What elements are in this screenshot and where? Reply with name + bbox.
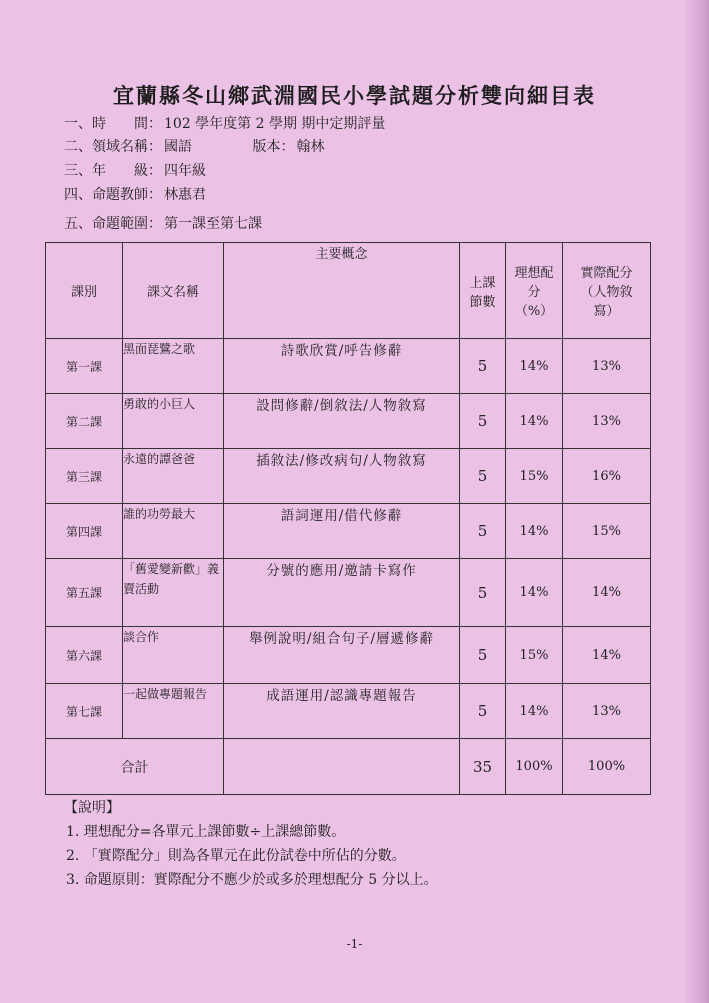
info-label: 一、時 間：: [64, 116, 162, 132]
table-row: [46, 627, 651, 684]
hours-cell: 5: [460, 394, 506, 449]
ideal-cell: 15%: [506, 627, 563, 684]
header-hours: 上課節數: [460, 243, 506, 339]
course-cell: 第四課: [46, 504, 123, 559]
info-value: 林惠君: [164, 187, 206, 203]
info-time: [64, 113, 385, 133]
page-number: -1-: [346, 937, 363, 951]
lesson-name-cell: 談合作: [123, 627, 224, 684]
info-teacher: [64, 184, 206, 204]
actual-cell: 14%: [563, 559, 651, 627]
page-edge: [685, 0, 709, 1003]
note-item: 1. 理想配分=各單元上課節數÷上課總節數。: [66, 824, 346, 840]
lesson-name-cell: 勇敢的小巨人: [123, 394, 224, 449]
lesson-name-cell: 「舊愛變新歡」義賣活動: [123, 559, 224, 627]
table-row: [46, 559, 651, 627]
concept-cell: 設問修辭/倒敘法/人物敘寫: [224, 394, 460, 449]
concept-cell: 語詞運用/借代修辭: [224, 504, 460, 559]
total-concept-empty: [224, 739, 460, 795]
note-item: 3. 命題原則：實際配分不應少於或多於理想配分 5 分以上。: [66, 872, 438, 888]
info-label: 版本：: [252, 139, 295, 155]
actual-cell: 15%: [563, 504, 651, 559]
info-label: 二、領域名稱：: [64, 139, 162, 155]
info-value: 102 學年度第 2 學期 期中定期評量: [164, 116, 386, 132]
hours-cell: 5: [460, 339, 506, 394]
hours-cell: 5: [460, 504, 506, 559]
course-cell: 第六課: [46, 627, 123, 684]
header-name: 課文名稱: [123, 243, 224, 339]
info-value: 翰林: [296, 139, 325, 155]
concept-cell: 詩歌欣賞/呼告修辭: [224, 339, 460, 394]
course-cell: 第二課: [46, 394, 123, 449]
notes-heading: 【說明】: [64, 800, 120, 816]
info-grade: [64, 160, 206, 180]
analysis-table: [45, 242, 651, 795]
actual-cell: 13%: [563, 339, 651, 394]
lesson-name-cell: 一起做專題報告: [123, 684, 224, 739]
ideal-cell: 14%: [506, 559, 563, 627]
course-cell: 第一課: [46, 339, 123, 394]
concept-cell: 成語運用/認識專題報告: [224, 684, 460, 739]
total-row: [46, 739, 651, 795]
total-hours: 35: [460, 739, 506, 795]
hours-cell: 5: [460, 559, 506, 627]
info-value: 第一課至第七課: [164, 216, 262, 232]
ideal-cell: 14%: [506, 684, 563, 739]
concept-cell: 舉例說明/組合句子/層遞修辭: [224, 627, 460, 684]
concept-cell: 分號的應用/邀請卡寫作: [224, 559, 460, 627]
header-ideal: 理想配分（%）: [506, 243, 563, 339]
total-label: 合計: [46, 739, 224, 795]
ideal-cell: 14%: [506, 339, 563, 394]
total-actual: 100%: [563, 739, 651, 795]
table-row: [46, 394, 651, 449]
hours-cell: 5: [460, 684, 506, 739]
table-row: [46, 449, 651, 504]
note-item: 2. 「實際配分」則為各單元在此份試卷中所佔的分數。: [66, 848, 406, 864]
table-header-row: [46, 243, 651, 339]
course-cell: 第五課: [46, 559, 123, 627]
course-cell: 第七課: [46, 684, 123, 739]
ideal-cell: 14%: [506, 394, 563, 449]
table-row: [46, 339, 651, 394]
lesson-name-cell: 黑面琵鷺之歌: [123, 339, 224, 394]
actual-cell: 13%: [563, 394, 651, 449]
table-row: [46, 504, 651, 559]
table-row: [46, 684, 651, 739]
info-label: 三、年 級：: [64, 163, 162, 179]
concept-cell: 插敘法/修改病句/人物敘寫: [224, 449, 460, 504]
ideal-cell: 14%: [506, 504, 563, 559]
actual-cell: 16%: [563, 449, 651, 504]
course-cell: 第三課: [46, 449, 123, 504]
header-concept: 主要概念: [224, 243, 460, 339]
actual-cell: 14%: [563, 627, 651, 684]
info-value: 四年級: [164, 163, 206, 179]
actual-cell: 13%: [563, 684, 651, 739]
header-actual: 實際配分（人物敘寫）: [563, 243, 651, 339]
info-value: 國語: [164, 139, 192, 155]
header-course: 課別: [46, 243, 123, 339]
hours-cell: 5: [460, 627, 506, 684]
info-scope: [64, 213, 262, 233]
hours-cell: 5: [460, 449, 506, 504]
ideal-cell: 15%: [506, 449, 563, 504]
document-title: 宜蘭縣冬山鄉武淵國民小學試題分析雙向細目表: [113, 83, 596, 108]
lesson-name-cell: 永遠的譚爸爸: [123, 449, 224, 504]
info-label: 四、命題教師：: [64, 187, 162, 203]
info-label: 五、命題範圍：: [64, 216, 162, 232]
lesson-name-cell: 誰的功勞最大: [123, 504, 224, 559]
info-domain: [64, 136, 324, 156]
total-ideal: 100%: [506, 739, 563, 795]
